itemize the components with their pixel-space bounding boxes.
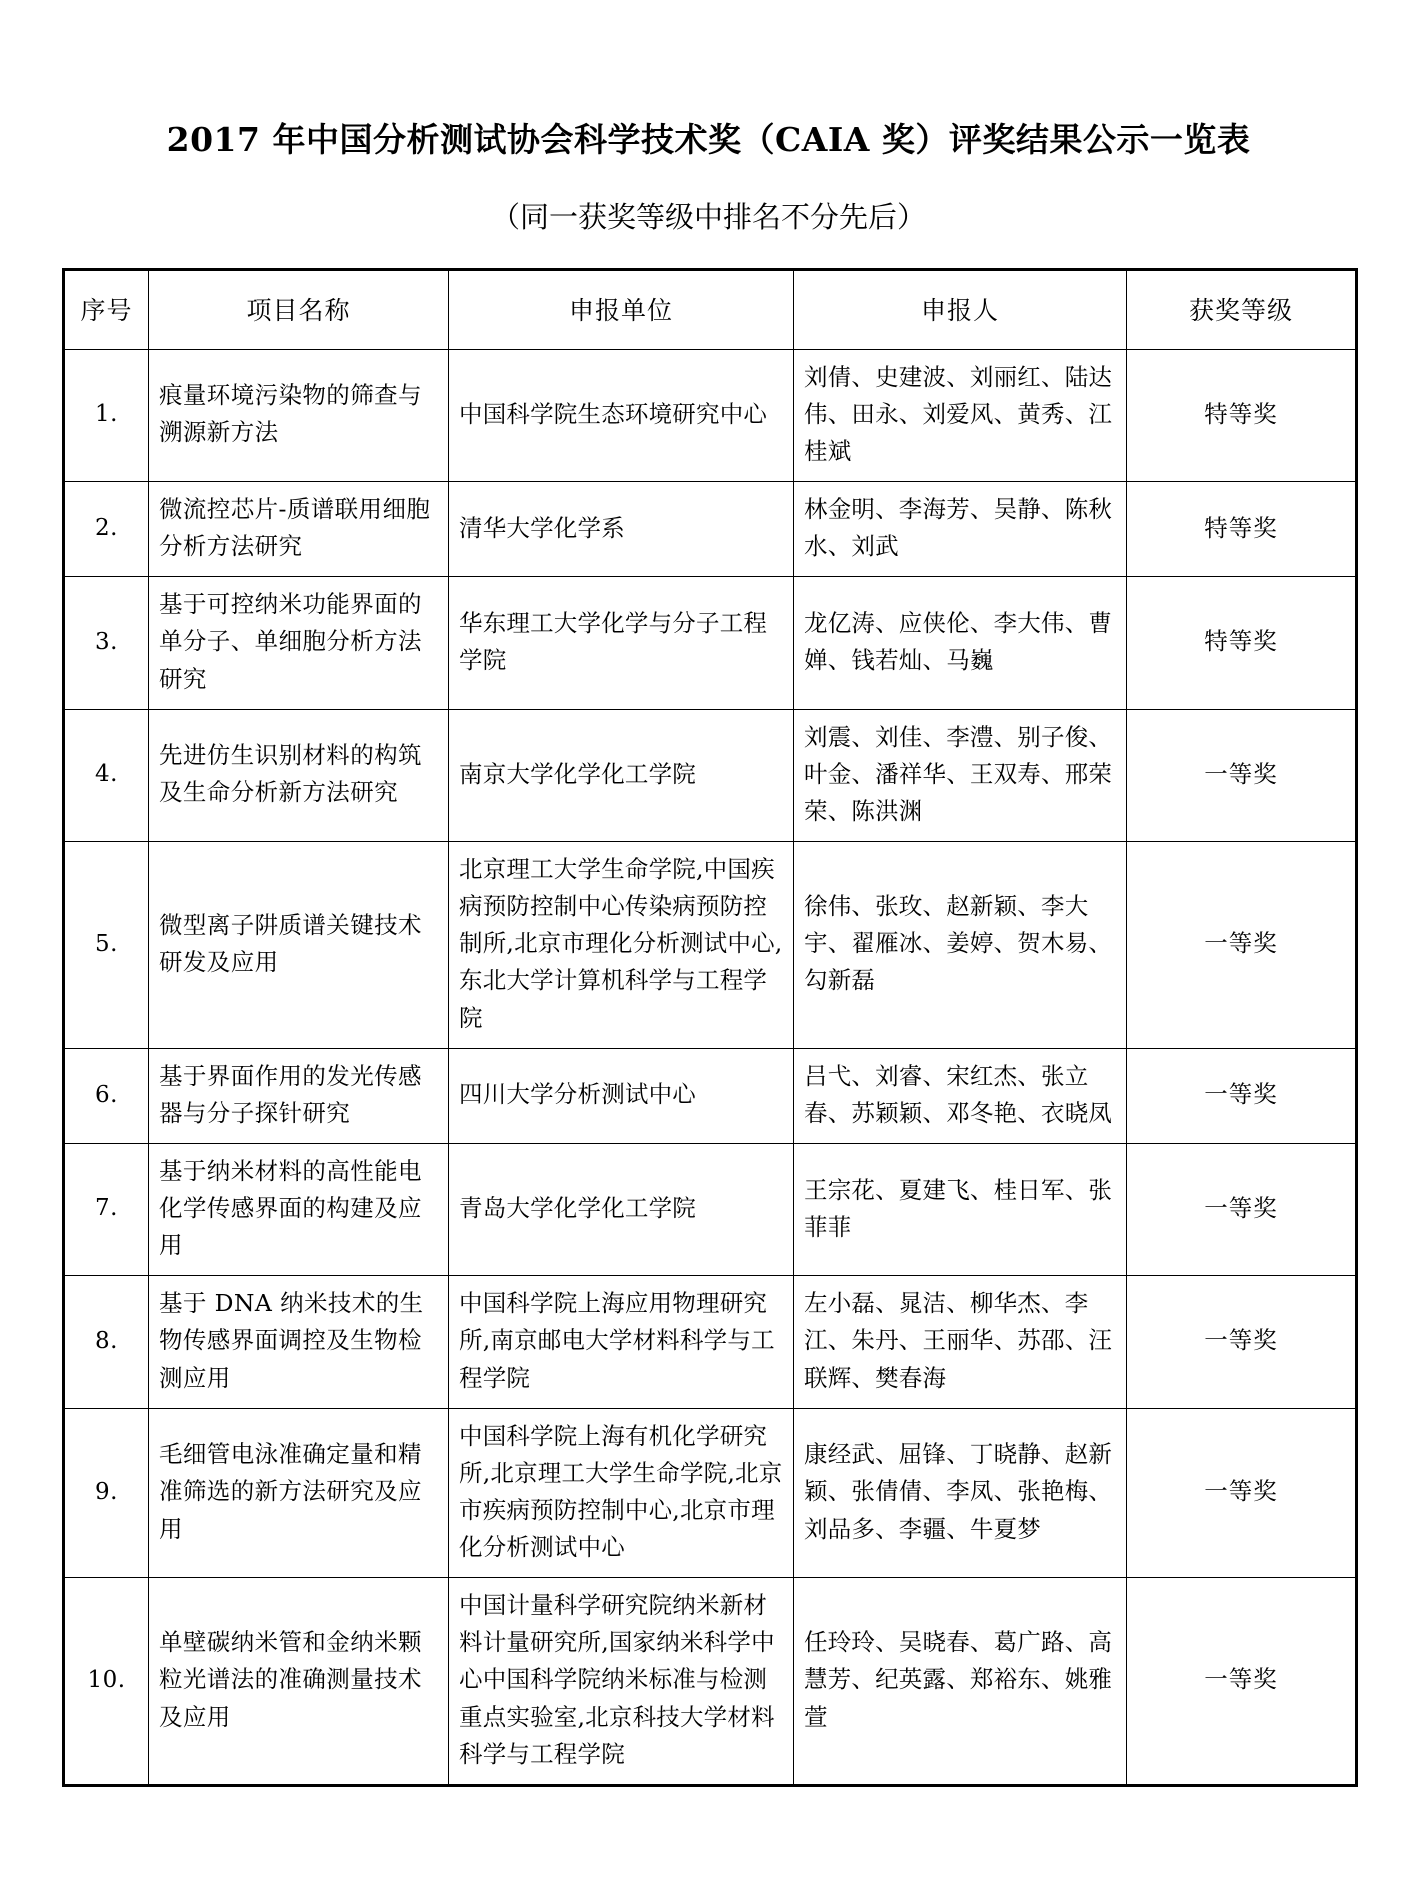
table-cell-applicants: 康经武、屈锋、丁晓静、赵新颖、张倩倩、李凤、张艳梅、刘品多、李疆、牛夏梦 [794,1408,1127,1578]
table-cell-applicants: 王宗花、夏建飞、桂日军、张菲菲 [794,1143,1127,1275]
table-cell-applicants: 吕弋、刘睿、宋红杰、张立春、苏颖颖、邓冬艳、衣晓凤 [794,1048,1127,1143]
table-cell-award: 特等奖 [1127,482,1357,577]
table-cell-seq: 5. [64,842,149,1049]
table-cell-award: 特等奖 [1127,577,1357,709]
table-cell-applicants: 任玲玲、吴晓春、葛广路、高慧芳、纪英露、郑裕东、姚雅萱 [794,1578,1127,1786]
table-cell-project: 单壁碳纳米管和金纳米颗粒光谱法的准确测量技术及应用 [149,1578,449,1786]
table-cell-organization: 南京大学化学化工学院 [449,709,794,841]
table-header [64,269,1357,349]
table-cell-seq: 10. [64,1578,149,1786]
table-row [64,842,1357,1049]
table-cell-seq: 7. [64,1143,149,1275]
table-row [64,1408,1357,1578]
document-header [0,0,1417,237]
table-cell-organization: 中国计量科学研究院纳米新材料计量研究所,国家纳米科学中心中国科学院纳米标准与检测重点实验室,北京科技大学材料科学与工程学院 [449,1578,794,1786]
table-cell-applicants: 刘震、刘佳、李澧、别子俊、叶金、潘祥华、王双寿、邢荣荣、陈洪渊 [794,709,1127,841]
table-cell-project: 基于纳米材料的高性能电化学传感界面的构建及应用 [149,1143,449,1275]
table-cell-seq: 8. [64,1276,149,1408]
table-cell-project: 毛细管电泳准确定量和精准筛选的新方法研究及应用 [149,1408,449,1578]
table-cell-organization: 清华大学化学系 [449,482,794,577]
table-cell-applicants: 左小磊、晁洁、柳华杰、李江、朱丹、王丽华、苏邵、汪联辉、樊春海 [794,1276,1127,1408]
page-subtitle: （同一获奖等级中排名不分先后） [490,199,926,234]
table-cell-seq: 9. [64,1408,149,1578]
column-header-seq: 序号 [64,269,149,349]
table-cell-award: 一等奖 [1127,1143,1357,1275]
table-cell-organization: 中国科学院上海有机化学研究所,北京理工大学生命学院,北京市疾病预防控制中心,北京市理化分析测试中心 [449,1408,794,1578]
table-cell-project: 痕量环境污染物的筛查与溯源新方法 [149,349,449,481]
table-body [64,349,1357,1785]
table-cell-project: 基于界面作用的发光传感器与分子探针研究 [149,1048,449,1143]
table-header-row [64,269,1357,349]
table-cell-project: 基于 DNA 纳米技术的生物传感界面调控及生物检测应用 [149,1276,449,1408]
column-header-applicants: 申报人 [794,269,1127,349]
table-cell-organization: 华东理工大学化学与分子工程学院 [449,577,794,709]
table-cell-seq: 1. [64,349,149,481]
table-cell-award: 一等奖 [1127,1408,1357,1578]
table-cell-applicants: 林金明、李海芳、吴静、陈秋水、刘武 [794,482,1127,577]
table-row [64,577,1357,709]
table-cell-organization: 四川大学分析测试中心 [449,1048,794,1143]
table-cell-seq: 6. [64,1048,149,1143]
page-title: 2017 年中国分析测试协会科学技术奖（CAIA 奖）评奖结果公示一览表 [166,120,1251,159]
table-cell-project: 基于可控纳米功能界面的单分子、单细胞分析方法研究 [149,577,449,709]
table-cell-award: 特等奖 [1127,349,1357,481]
table-row [64,1143,1357,1275]
table-cell-seq: 3. [64,577,149,709]
table-cell-applicants: 刘倩、史建波、刘丽红、陆达伟、田永、刘爱风、黄秀、江桂斌 [794,349,1127,481]
table-cell-project: 微型离子阱质谱关键技术研发及应用 [149,842,449,1049]
table-cell-award: 一等奖 [1127,1276,1357,1408]
table-row [64,1276,1357,1408]
table-cell-organization: 北京理工大学生命学院,中国疾病预防控制中心传染病预防控制所,北京市理化分析测试中心,东北大学计算机科学与工程学院 [449,842,794,1049]
table-row [64,482,1357,577]
table-cell-organization: 中国科学院生态环境研究中心 [449,349,794,481]
table-cell-applicants: 龙亿涛、应侠伦、李大伟、曹婵、钱若灿、马巍 [794,577,1127,709]
table-cell-project: 先进仿生识别材料的构筑及生命分析新方法研究 [149,709,449,841]
table-cell-seq: 2. [64,482,149,577]
table-row [64,1048,1357,1143]
table-cell-award: 一等奖 [1127,1578,1357,1786]
table-row [64,1578,1357,1786]
table-cell-organization: 青岛大学化学化工学院 [449,1143,794,1275]
award-results-table [62,268,1358,1787]
column-header-project: 项目名称 [149,269,449,349]
table-row [64,349,1357,481]
column-header-award: 获奖等级 [1127,269,1357,349]
award-table-container [0,237,1417,1827]
table-cell-organization: 中国科学院上海应用物理研究所,南京邮电大学材料科学与工程学院 [449,1276,794,1408]
column-header-organization: 申报单位 [449,269,794,349]
table-cell-award: 一等奖 [1127,1048,1357,1143]
table-cell-applicants: 徐伟、张玫、赵新颖、李大宇、翟雁冰、姜婷、贺木易、勾新磊 [794,842,1127,1049]
table-row [64,709,1357,841]
table-cell-award: 一等奖 [1127,709,1357,841]
table-cell-seq: 4. [64,709,149,841]
table-cell-project: 微流控芯片-质谱联用细胞分析方法研究 [149,482,449,577]
table-cell-award: 一等奖 [1127,842,1357,1049]
